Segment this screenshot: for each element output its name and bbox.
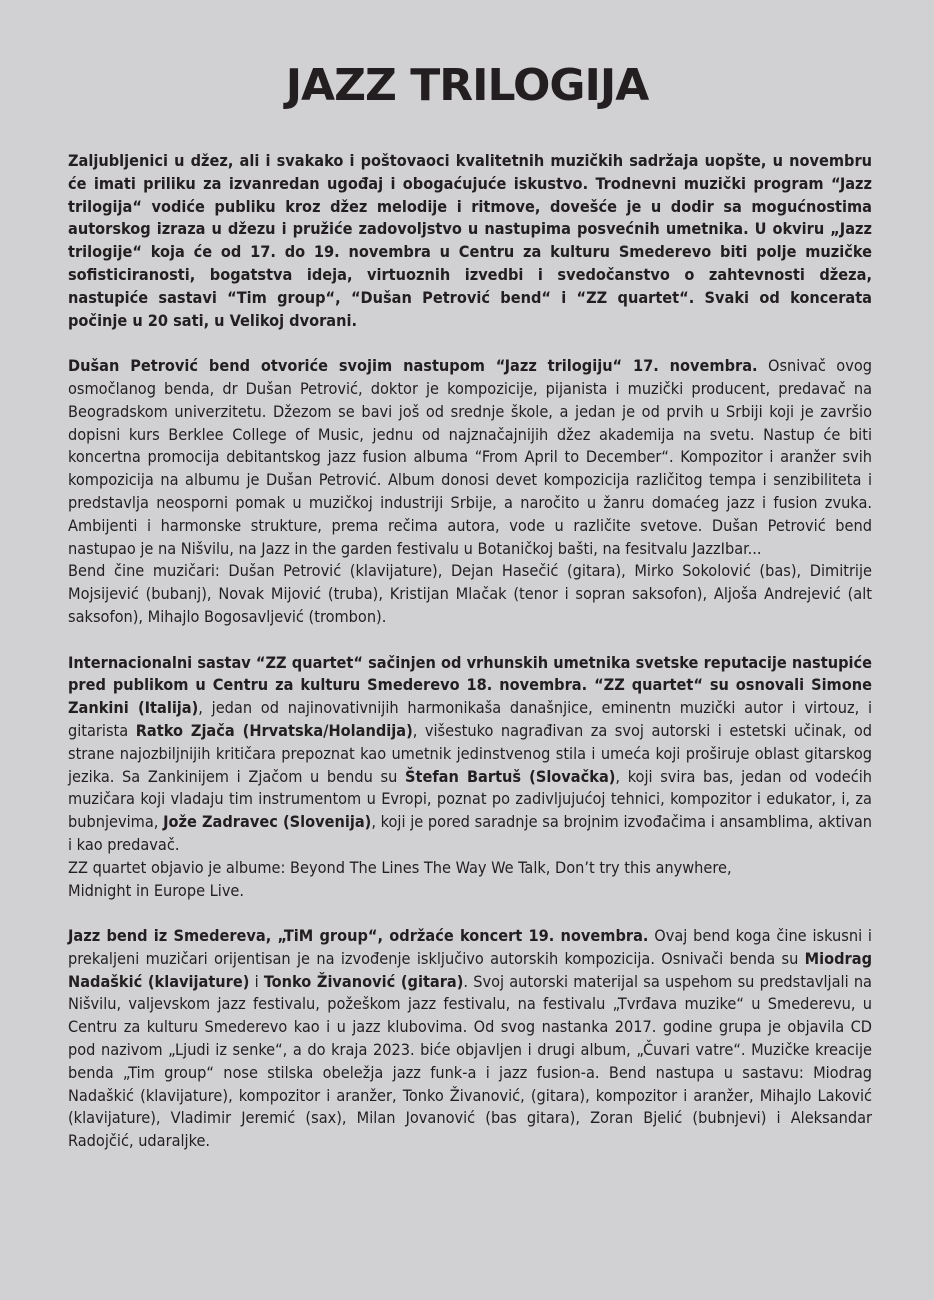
petrovic-paragraph <box>68 355 872 629</box>
zz-albums-line-1: ZZ quartet objavio je albume: Beyond The Lines The Way We Talk, Don’t try this anywhere, <box>68 857 732 877</box>
page-title: JAZZ TRILOGIJA <box>285 60 649 111</box>
tim-text-1: Ovaj bend koga čine iskusni i prekaljeni muzičari orijentisan je na izvođenje isključivo autorskih kompozicija. Osnivači benda su <box>68 926 872 968</box>
tim-text-2: i <box>249 971 264 991</box>
petrovic-lead: Dušan Petrović bend otvoriće svojim nastupom “Jazz trilogiju“ 17. novembra. <box>68 356 758 376</box>
intro-paragraph <box>68 150 872 332</box>
petrovic-text: Osnivač ovog osmočlanog benda, dr Dušan Petrović, doktor je kompozicije, pijanista i muzički producent, predavač na Beogradskom univerzitetu. Džezom se bavi još od srednje škole, a jedan je od prvih u Srbiji koji je završio dopisni kurs Berklee College of Music, jednu od najznačajnijih džez akademija na svetu. Nastup će biti koncertna promocija debitantskog jazz fusion albuma “From April to December“. Kompozitor i aranžer svih kompozicija na albumu je Dušan Petrović. Album donosi devet kompozicija različitog tempa i senzibiliteta i predstavlja neosporni pomak u muzičkoj industriji Srbije, a naročito u žanru domaćeg jazz i fusion zvuka. Ambijenti i harmonske strukture, prema rečima autora, vode u različite svetove. Dušan Petrović bend nastupao je na Nišvilu, na Jazz in the garden festivalu u Botaničkoj bašti, na fesitvalu JazzIbar... <box>68 356 872 558</box>
tim-bold-zivanovic: Tonko Živanović (gitara) <box>263 971 464 991</box>
zz-text-4: , koji je pored saradnje sa brojnim izvođačima i ansamblima, aktivan i kao predavač. <box>68 812 872 854</box>
zz-lead: Internacionalni sastav “ZZ quartet“ sačinjen od vrhunskih umetnika svetske reputacije nastupiće pred publikom u Centru za kulturu Smederevo 18. novembra. “ZZ quartet“ su osnovali Simone Zankini (Italija) <box>68 652 872 718</box>
tim-group-paragraph <box>68 925 872 1153</box>
zz-bold-bartus: Štefan Bartuš (Slovačka) <box>405 766 616 786</box>
zz-quartet-paragraph <box>68 652 872 903</box>
tim-text-3: . Svoj autorski materijal sa uspehom su predstavljali na Nišvilu, valjevskom jazz festivalu, požeškom jazz festivalu, na festivalu „Tvrđava muzike“ u Smederevu, u Centru za kulturu Smederevo kao i u jazz klubovima. Od svog nastanka 2017. godine grupa je objavila CD pod nazivom „Ljudi iz senke“, a do kraja 2023. biće objavljen i drugi album, „Čuvari vatre“. Muzičke kreacije benda „Tim group“ nose stilska obeležja jazz funk-a i jazz fusion-a. Bend nastupa u sastavu: Miodrag Nadaškić (klavijature), kompozitor i aranžer, Tonko Živanović, (gitara), kompozitor i aranžer, Mihajlo Laković (klavijature), Vladimir Jeremić (sax), Milan Jovanović (bas gitara), Zoran Bjelić (bubnjevi) i Aleksandar Radojčić, udaraljke. <box>68 971 872 1151</box>
tim-bold-nadaskic: Miodrag Nadaškić (klavijature) <box>68 948 872 991</box>
zz-text-2: , višestuko nagrađivan za svoj autorski i estetski učinak, od strane najozbiljnijih kritičara prepoznat kao umetnik jedinstvenog stila i umeća koji proširuje oblast gitarskog jezika. Sa Zankinijem i Zjačom u bendu su <box>68 720 872 786</box>
zz-albums-line-2: Midnight in Europe Live. <box>68 880 245 900</box>
zz-text-3: , koji svira bas, jedan od vodećih muzičara koji vladaju tim instrumentom u Evropi, poznat po zadivljujućoj tehnici, kompozitor i edukator, i, za bubnjevima, <box>68 766 872 832</box>
zz-bold-zjaca: Ratko Zjača (Hrvatska/Holandija) <box>135 720 413 740</box>
intro-text: Zaljubljenici u džez, ali i svakako i poštovaoci kvalitetnih muzičkih sadržaja uopšte, u novembru će imati priliku za izvanredan ugođaj i obogaćujuće iskustvo. Trodnevni muzički program “Jazz trilogija“ vodiće publiku kroz džez melodije i ritmove, dovešće je u dodir sa mogućnostima autorskog izraza u džezu i pružiće zadovoljstvo u nastupima posvećnih umetnika. U okviru „Jazz trilogije“ koja će od 17. do 19. novembra u Centru za kulturu Smederevo biti polje muzičke sofisticiranosti, bogatstva ideja, virtuoznih izvedbi i svedočanstvo o zahtevnosti džeza, nastupiće sastavi “Tim group“, “Dušan Petrović bend“ i “ZZ quartet“. Svaki od koncerata počinje u 20 sati, u Velikoj dvorani. <box>68 151 872 330</box>
zz-text-1: , jedan od najinovativnijih harmonikaša današnjice, eminentn muzički autor i virtouz, i gitarista <box>68 698 872 740</box>
zz-bold-zadravec: Jože Zadravec (Slovenija) <box>163 812 372 832</box>
tim-lead: Jazz bend iz Smedereva, „TiM group“, održaće koncert 19. novembra. <box>68 926 649 946</box>
article-body <box>68 150 872 1153</box>
petrovic-members: Bend čine muzičari: Dušan Petrović (klavijature), Dejan Hasečić (gitara), Mirko Sokolović (bas), Dimitrije Mojsijević (bubanj), Novak Mijović (truba), Kristijan Mlačak (tenor i sopran saksofon), Aljoša Andrejević (alt saksofon), Mihajlo Bogosavljević (trombon). <box>68 561 872 626</box>
